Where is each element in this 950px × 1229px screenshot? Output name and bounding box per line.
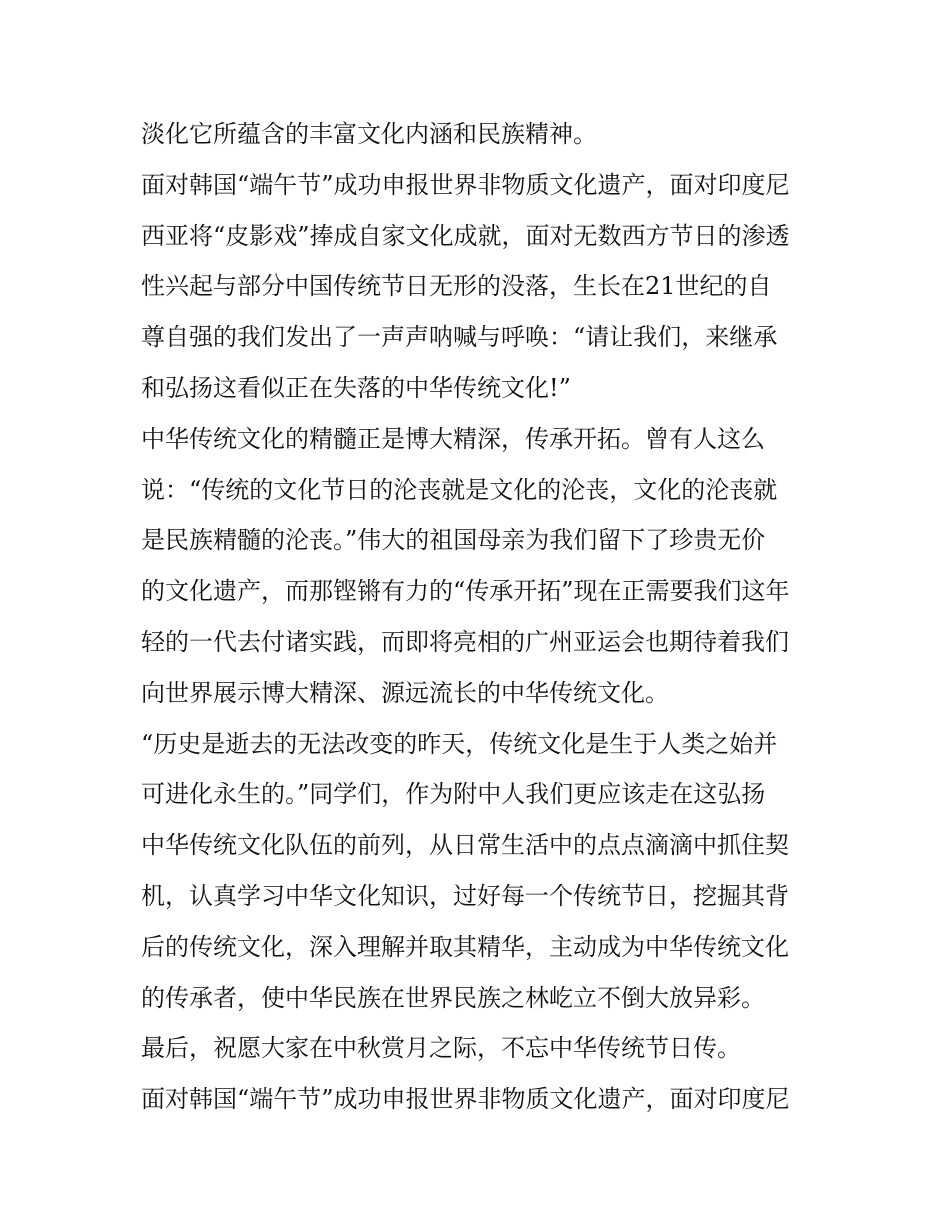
body-text [141, 109, 821, 1125]
text-line: 说：“传统的文化节日的沦丧就是文化的沦丧，文化的沦丧就 [141, 475, 778, 504]
text-line: 的文化遗产，而那铿锵有力的“传承开拓”现在正需要我们这年 [141, 577, 790, 606]
text-line: 最后，祝愿大家在中秋赏月之际，不忘中华传统节日传。 [141, 1034, 741, 1063]
text-line: 后的传统文化，深入理解并取其精华，主动成为中华传统文化 [141, 932, 789, 961]
text-line: 淡化它所蕴含的丰富文化内涵和民族精神。 [141, 120, 597, 148]
text-line: 性兴起与部分中国传统节日无形的没落，生长在21世纪的自 [141, 272, 772, 301]
text-line: 的传承者，使中华民族在世界民族之林屹立不倒大放异彩。 [141, 983, 765, 1012]
text-line: 西亚将“皮影戏”捧成自家文化成就，面对无数西方节日的渗透 [141, 221, 790, 250]
text-line: 向世界展示博大精深、源远流长的中华传统文化。 [141, 678, 669, 707]
text-line: 面对韩国“端午节”成功申报世界非物质文化遗产，面对印度尼 [141, 170, 790, 199]
text-line: 可进化永生的。”同学们，作为附中人我们更应该走在这弘扬 [141, 780, 766, 809]
text-line: 轻的一代去付诸实践，而即将亮相的广州亚运会也期待着我们 [141, 627, 789, 656]
text-line: 中华传统文化的精髓正是博大精深，传承开拓。曾有人这么 [141, 424, 765, 453]
text-line: 尊自强的我们发出了一声声呐喊与呼唤：“请让我们，来继承 [141, 323, 778, 352]
text-line: “历史是逝去的无法改变的昨天，传统文化是生于人类之始并 [141, 729, 778, 758]
text-line: 是民族精髓的沦丧。”伟大的祖国母亲为我们留下了珍贵无价 [141, 526, 766, 555]
text-line: 面对韩国“端午节”成功申报世界非物质文化遗产，面对印度尼 [141, 1085, 790, 1114]
text-line: 机，认真学习中华文化知识，过好每一个传统节日，挖掘其背 [141, 881, 789, 910]
text-line: 和弘扬这看似正在失落的中华传统文化!” [141, 373, 571, 402]
text-line: 中华传统文化队伍的前列，从日常生活中的点点滴滴中抓住契 [141, 831, 789, 860]
